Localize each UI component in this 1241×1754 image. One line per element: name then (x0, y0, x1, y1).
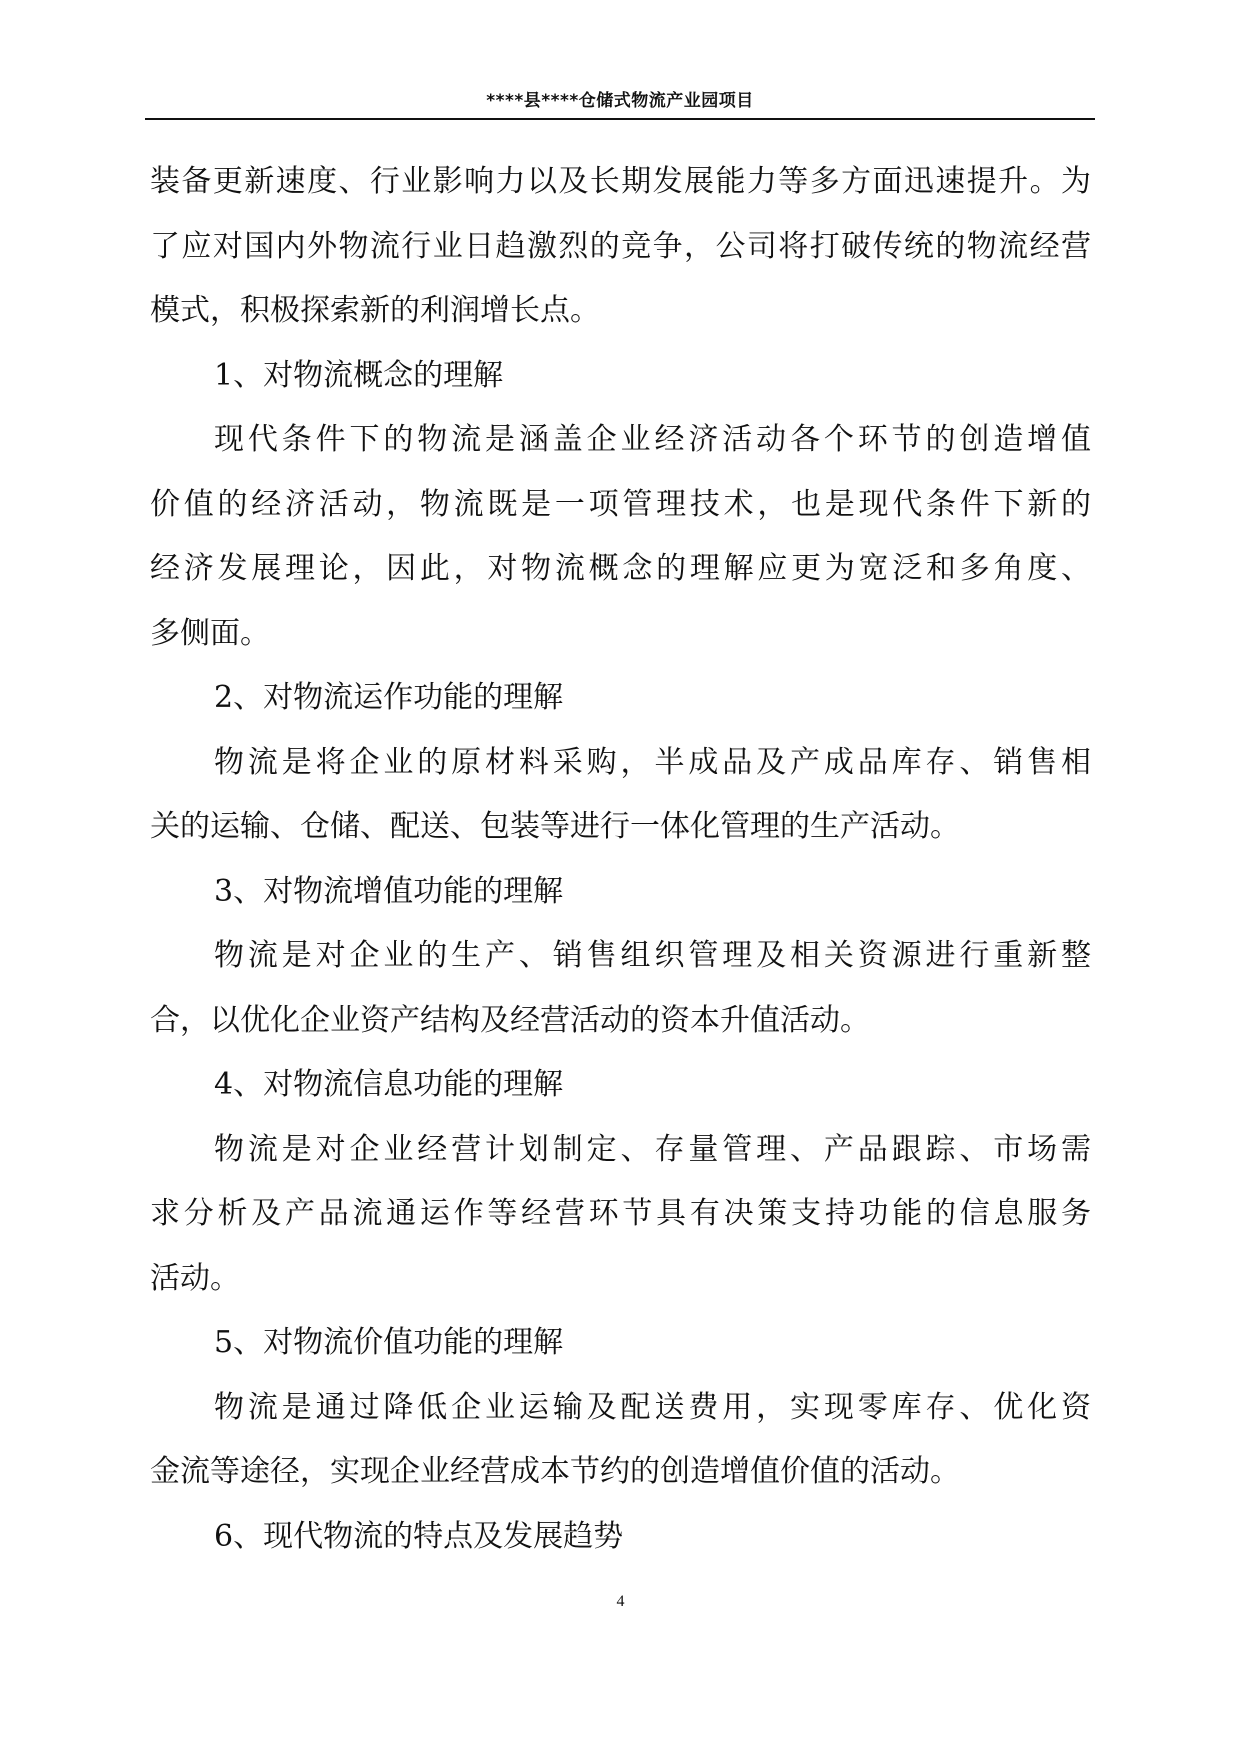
text-line: 现代条件下的物流是涵盖企业经济活动各个环节的创造增值 (214, 422, 1091, 457)
header-divider (145, 118, 1095, 120)
text-line: 物流是通过降低企业运输及配送费用，实现零库存、优化资 (214, 1389, 1091, 1425)
text-line: 经济发展理论，因此，对物流概念的理解应更为宽泛和多角度、 (150, 551, 1091, 586)
section-heading: 6、现代物流的特点及发展趋势 (214, 1518, 624, 1554)
text-line: 模式，积极探索新的利润增长点。 (150, 293, 600, 328)
text-line: 多侧面。 (150, 615, 270, 651)
text-line: 金流等途径，实现企业经营成本节约的创造增值价值的活动。 (150, 1454, 960, 1489)
text-line: 了应对国内外物流行业日趋激烈的竞争，公司将打破传统的物流经营 (150, 228, 1091, 264)
text-line: 装备更新速度、行业影响力以及长期发展能力等多方面迅速提升。为 (150, 164, 1091, 199)
page-number: 4 (616, 1593, 625, 1610)
text-line: 关的运输、仓储、配送、包装等进行一体化管理的生产活动。 (150, 809, 960, 844)
text-line: 求分析及产品流通运作等经营环节具有决策支持功能的信息服务 (150, 1196, 1091, 1231)
section-heading: 4、对物流信息功能的理解 (214, 1067, 564, 1102)
text-line: 物流是将企业的原材料采购，半成品及产成品库存、销售相 (214, 744, 1091, 780)
section-heading: 3、对物流增值功能的理解 (214, 873, 564, 909)
text-line: 物流是对企业经营计划制定、存量管理、产品跟踪、市场需 (214, 1131, 1091, 1167)
section-heading: 5、对物流价值功能的理解 (214, 1325, 564, 1360)
section-heading: 1、对物流概念的理解 (214, 357, 504, 393)
text-line: 活动。 (150, 1260, 240, 1296)
section-heading: 2、对物流运作功能的理解 (214, 680, 564, 715)
body-text (150, 150, 1091, 1569)
text-line: 物流是对企业的生产、销售组织管理及相关资源进行重新整 (214, 938, 1091, 973)
text-line: 合，以优化企业资产结构及经营活动的资本升值活动。 (150, 1002, 870, 1038)
page-header-title: ****县****仓储式物流产业园项目 (486, 91, 754, 111)
text-line: 价值的经济活动，物流既是一项管理技术，也是现代条件下新的 (150, 486, 1091, 522)
